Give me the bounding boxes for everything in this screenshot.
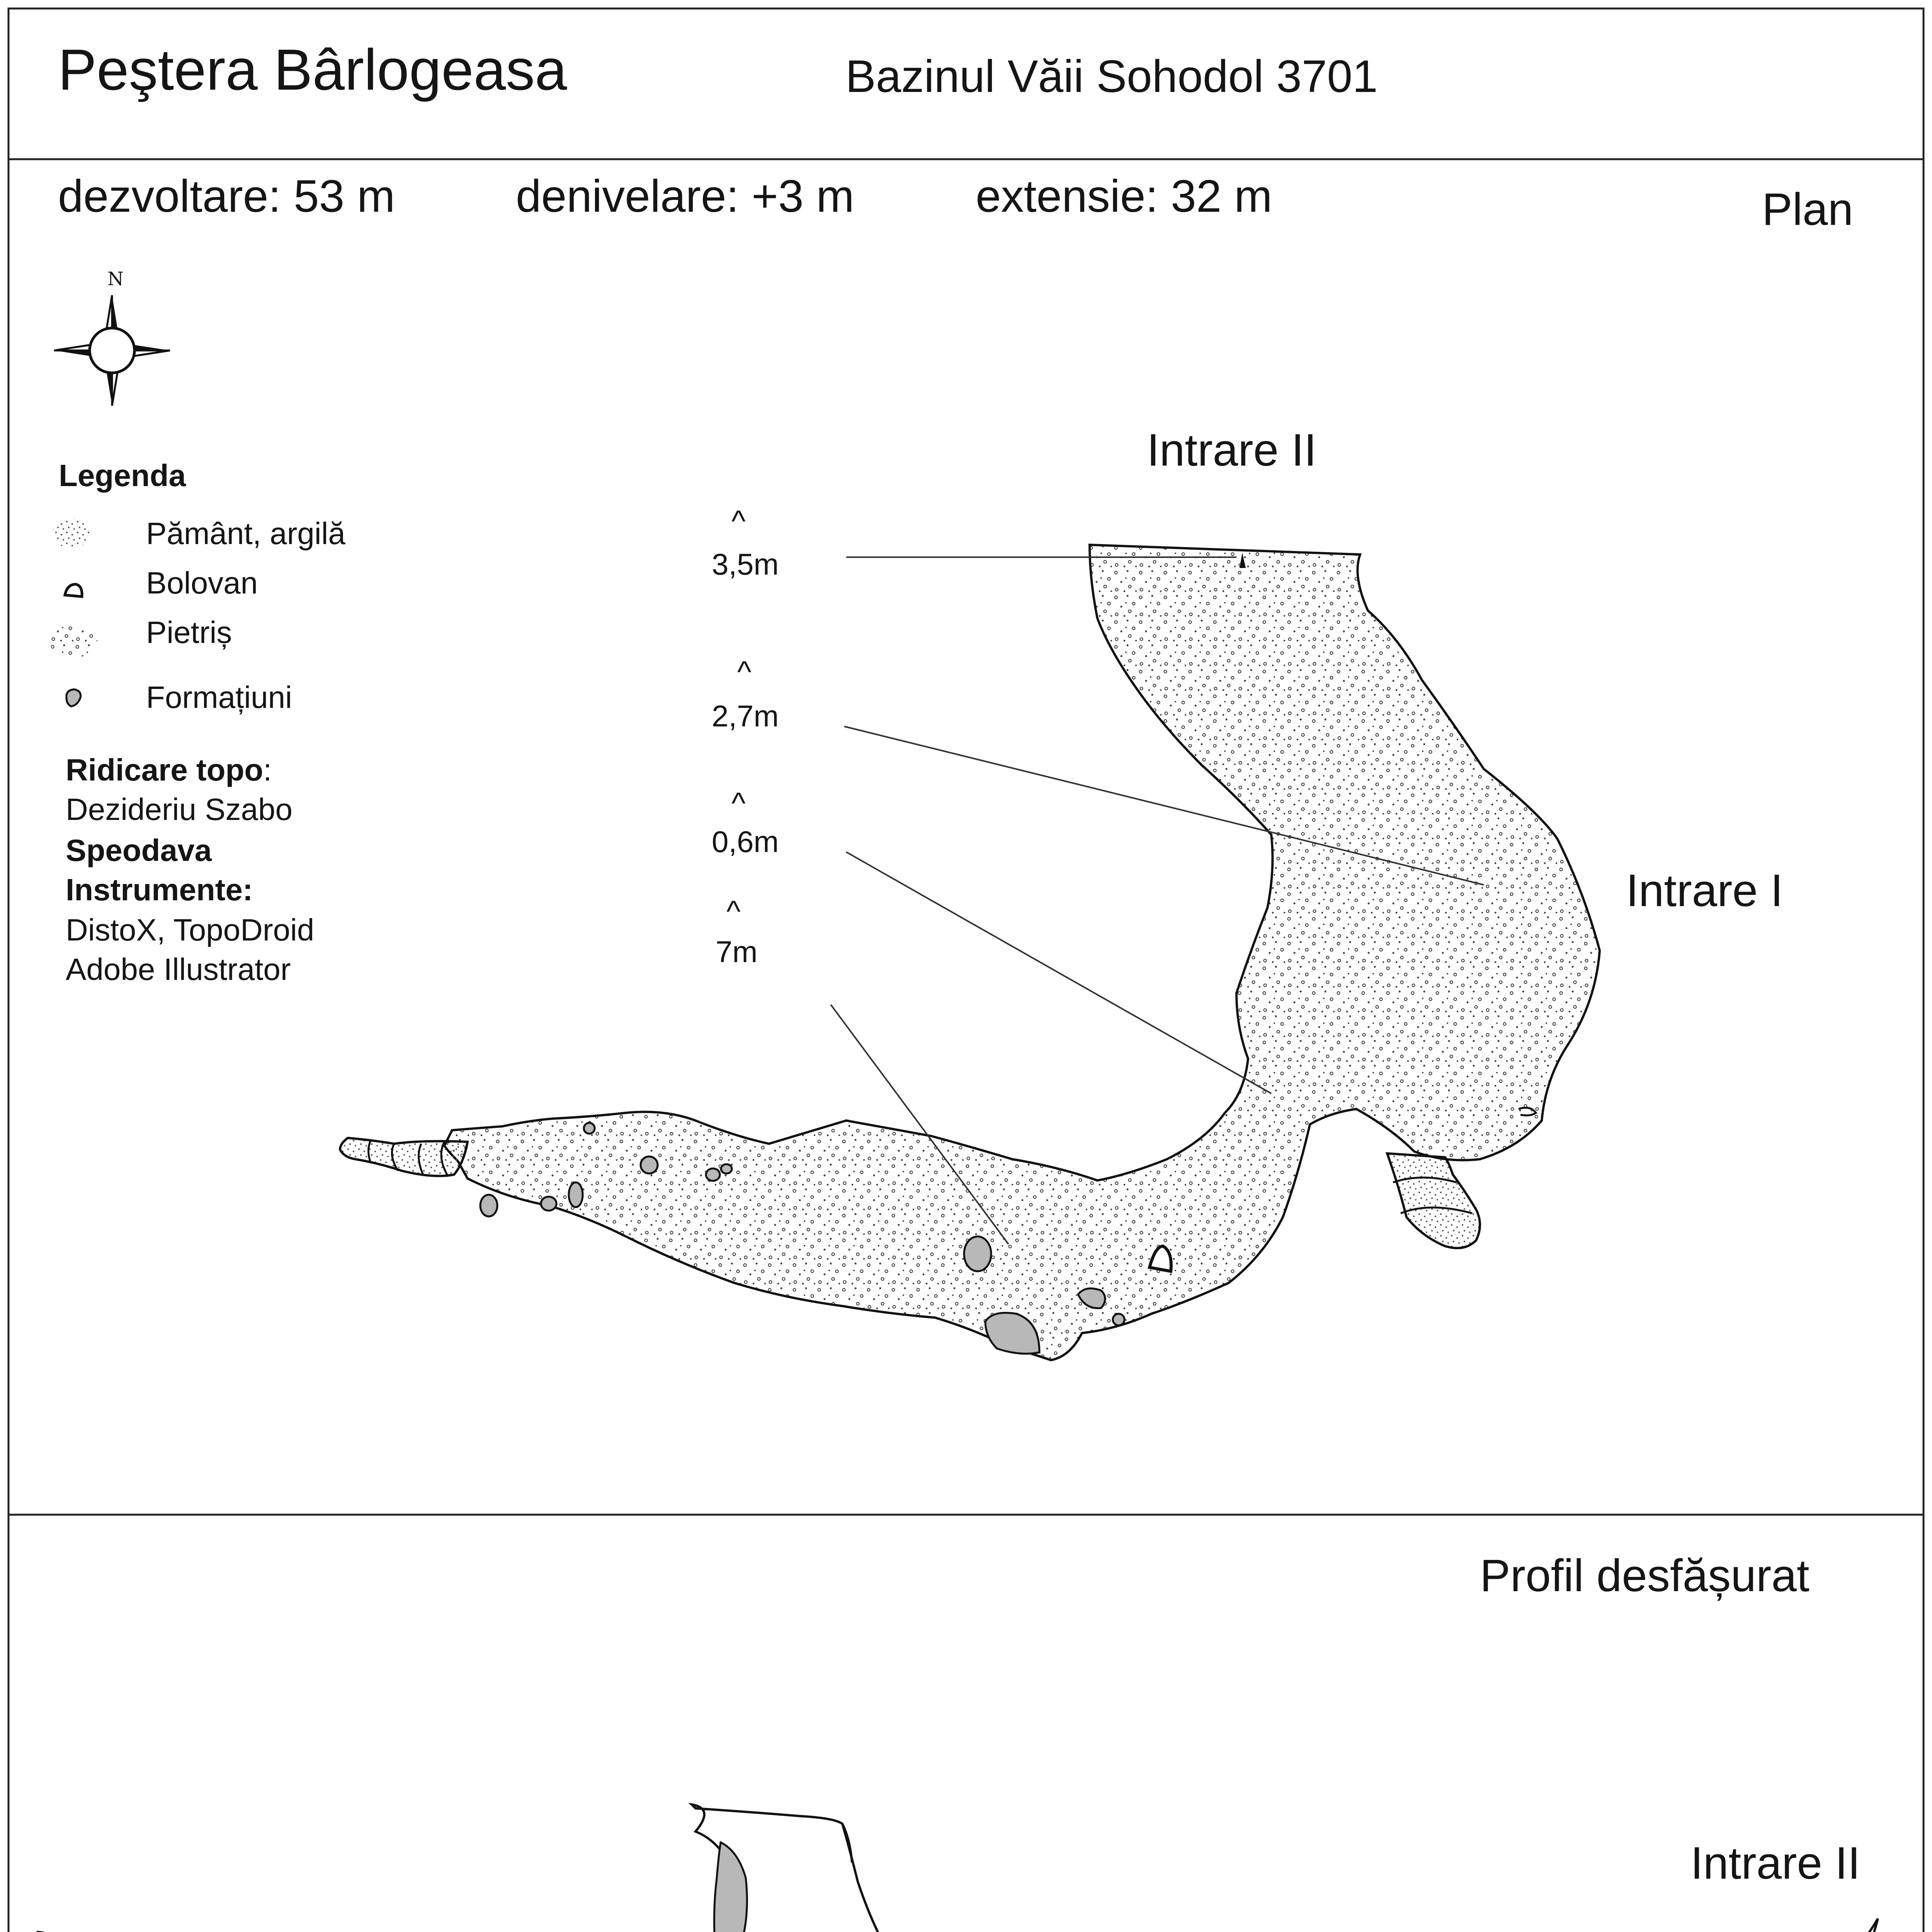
- depth-difference-stat: denivelare: +3 m: [516, 171, 854, 222]
- instruments-label: Instrumente:: [66, 872, 253, 907]
- depth-caret-2: ^: [737, 655, 752, 689]
- entrance-2-label: Intrare II: [1147, 425, 1317, 476]
- software-name: Adobe Illustrator: [66, 952, 291, 986]
- legend-title: Legenda: [59, 458, 186, 493]
- depth-label-4: 7m: [716, 935, 758, 969]
- clay-pattern-icon: [52, 519, 91, 548]
- map-frame: [9, 9, 1923, 1932]
- legend-item-clay: Pământ, argilă: [146, 516, 345, 551]
- side-passage: [1387, 1153, 1480, 1248]
- profile-formations: [263, 1842, 958, 1932]
- gravel-pattern-icon: [49, 625, 97, 658]
- legend: [49, 458, 345, 714]
- formation-icon: [66, 689, 81, 706]
- depth-caret-4: ^: [726, 894, 741, 928]
- cave-title: Peştera Bârlogeasa: [58, 37, 567, 102]
- development-stat: dezvoltare: 53 m: [58, 171, 395, 222]
- profile-entrance-2-label: Intrare II: [1690, 1838, 1861, 1889]
- legend-item-formation: Formațiuni: [146, 680, 292, 714]
- depth-caret-3: ^: [731, 786, 746, 820]
- profile-view-label: Profil desfășurat: [1480, 1550, 1810, 1601]
- basin-code: Bazinul Văii Sohodol 3701: [845, 51, 1378, 102]
- depth-caret-1: ^: [731, 504, 746, 538]
- survey-credits: [66, 753, 314, 986]
- depth-label-2: 2,7m: [712, 699, 779, 733]
- depth-label-3: 0,6m: [712, 825, 779, 859]
- boulder-icon: [65, 584, 82, 597]
- instruments-list: DistoX, TopoDroid: [66, 913, 315, 947]
- legend-item-gravel: Pietriș: [146, 615, 232, 650]
- survey-label-line: Ridicare topo:: [66, 753, 272, 787]
- legend-item-boulder: Bolovan: [146, 566, 258, 600]
- profile-ceiling: [37, 1804, 1878, 1932]
- west-passage-end: [340, 1138, 468, 1176]
- cave-profile: [37, 1804, 1878, 1932]
- north-label: N: [107, 268, 124, 290]
- cave-plan: [340, 545, 1600, 1360]
- entrance-1-label: Intrare I: [1626, 865, 1783, 916]
- extension-stat: extensie: 32 m: [976, 171, 1272, 222]
- surveyor-name: Dezideriu Szabo: [66, 792, 293, 827]
- depth-labels: [712, 504, 779, 969]
- depth-label-1: 3,5m: [712, 547, 779, 581]
- plan-view-label: Plan: [1762, 184, 1854, 235]
- club-name: Speodava: [66, 833, 212, 867]
- compass-rose-icon: [54, 295, 170, 406]
